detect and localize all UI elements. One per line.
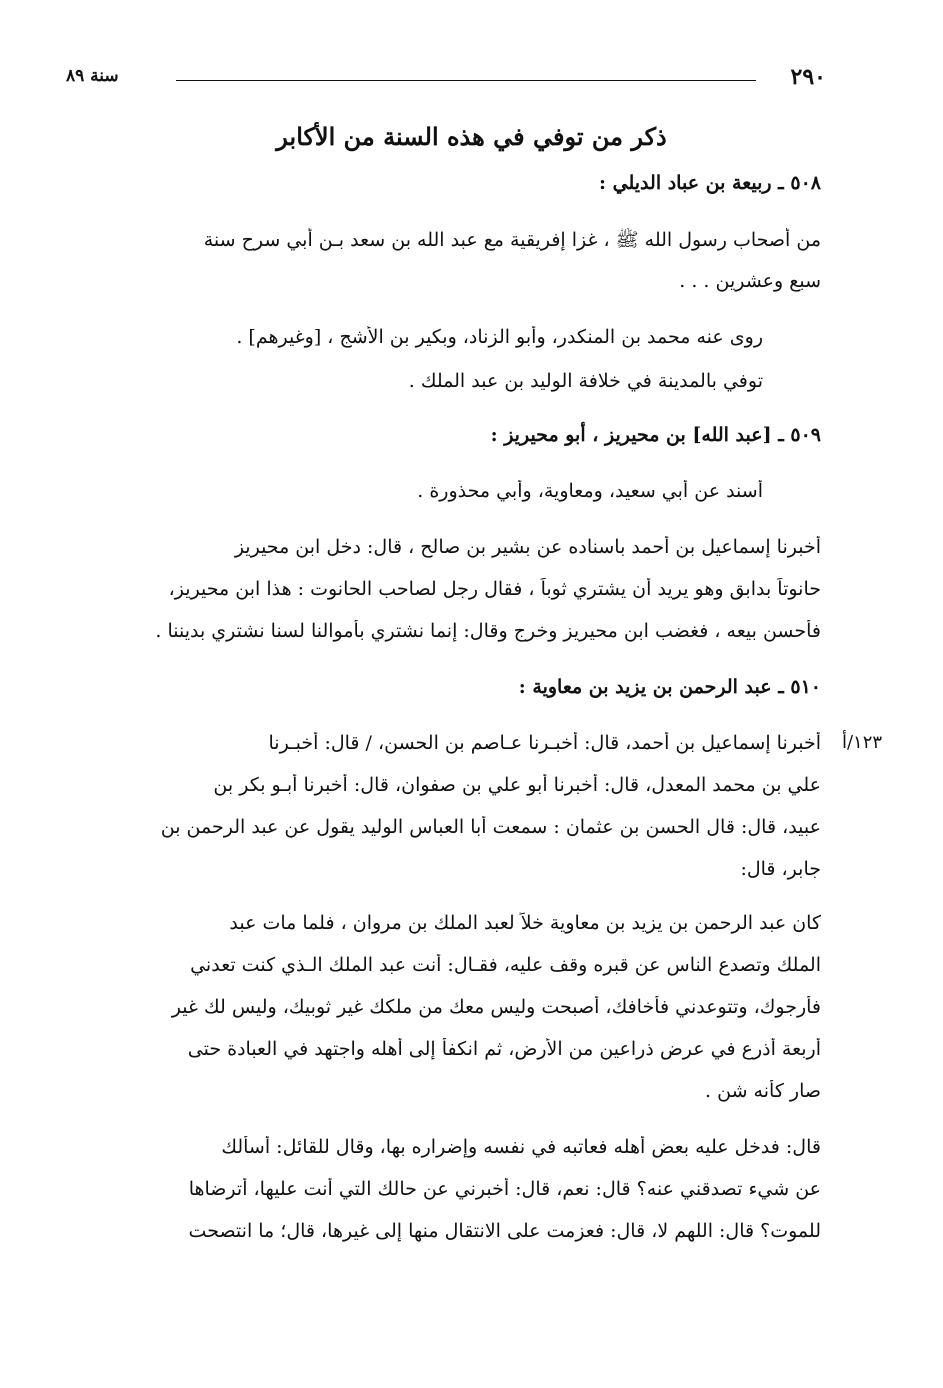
text-line: جابر، قال:: [740, 858, 821, 880]
text-line: أخبرنا إسماعيل بن أحمد باسناده عن بشير بن صالح ، قال: دخل ابن محيريز: [234, 536, 821, 558]
text-line: سبع وعشرين . . .: [679, 270, 821, 292]
text-line: علي بن محمد المعدل، قال: أخبرنا أبو علي بن صفوان، قال: أخبرنا أبـو بكر بن: [213, 774, 821, 796]
page-header: [66, 64, 826, 94]
text-line: كان عبد الرحمن بن يزيد بن معاوية خلاً لعبد الملك بن مروان ، فلما مات عبد: [229, 912, 821, 934]
section-title: ذكر من توفي في هذه السنة من الأكابر: [276, 122, 667, 151]
margin-folio-note: ١٢٣/أ: [841, 732, 883, 753]
text-line: فأحسن بيعه ، فغضب ابن محيريز وخرج وقال: إنما نشتري بأموالنا لسنا نشتري بديننا .: [155, 620, 821, 642]
text-line: عن شيء تصدقني عنه؟ قال: نعم، قال: أخبرني عن حالك التي أنت عليها، أترضاها: [188, 1178, 821, 1200]
text-line: للموت؟ قال: اللهم لا، قال: فعزمت على الانتقال منها إلى غيرها، قال؛ ما انتصحت: [188, 1220, 821, 1242]
running-head: سنة ٨٩: [66, 66, 119, 86]
text-line: صار كأنه شن .: [705, 1080, 821, 1102]
text-line: روى عنه محمد بن المنكدر، وأبو الزناد، وبكير بن الأشج ، [وغيرهم] .: [236, 326, 763, 348]
entry-heading: ٥٠٩ ـ [عبد الله] بن محيريز ، أبو محيريز :: [490, 424, 821, 446]
page-number: ٢٩٠: [790, 64, 826, 90]
text-line: توفي بالمدينة في خلافة الوليد بن عبد الملك .: [408, 370, 763, 392]
text-line: أسند عن أبي سعيد، ومعاوية، وأبي محذورة .: [417, 480, 763, 502]
text-line: عبيد، قال: قال الحسن بن عثمان : سمعت أبا العباس الوليد يقول عن عبد الرحمن بن: [160, 816, 821, 838]
entry-heading: ٥٠٨ ـ ربيعة بن عباد الديلي :: [599, 172, 821, 194]
text-line: الملك وتصدع الناس عن قبره وقف عليه، فقـال: أنت عبد الملك الـذي كنت تعدني: [190, 954, 821, 976]
entry-heading: ٥١٠ ـ عبد الرحمن بن يزيد بن معاوية :: [518, 676, 821, 698]
text-line: قال: فدخل عليه بعض أهله فعاتبه في نفسه وإضراره بها، وقال للقائل: أسألك: [221, 1136, 821, 1158]
text-line: أربعة أذرع في عرض ذراعين من الأرض، ثم انكفأ إلى أهله واجتهد في العبادة حتى: [187, 1038, 821, 1060]
text-line: أخبرنا إسماعيل بن أحمد، قال: أخبـرنا عـاصم بن الحسن، / قال: أخبـرنا: [268, 732, 821, 754]
text-line: من أصحاب رسول الله ﷺ ، غزا إفريقية مع عبد الله بن سعد بـن أبي سرح سنة: [203, 229, 821, 251]
header-rule: [176, 80, 756, 81]
text-line: حانوتاً بدابق وهو يريد أن يشتري ثوباً ، فقال رجل لصاحب الحانوت : هذا ابن محيريز،: [168, 578, 821, 600]
text-line: فأرجوك، وتتوعدني فأخافك، أصبحت وليس معك من ملكك غير ثوبيك، وليس لك غير: [171, 996, 821, 1018]
